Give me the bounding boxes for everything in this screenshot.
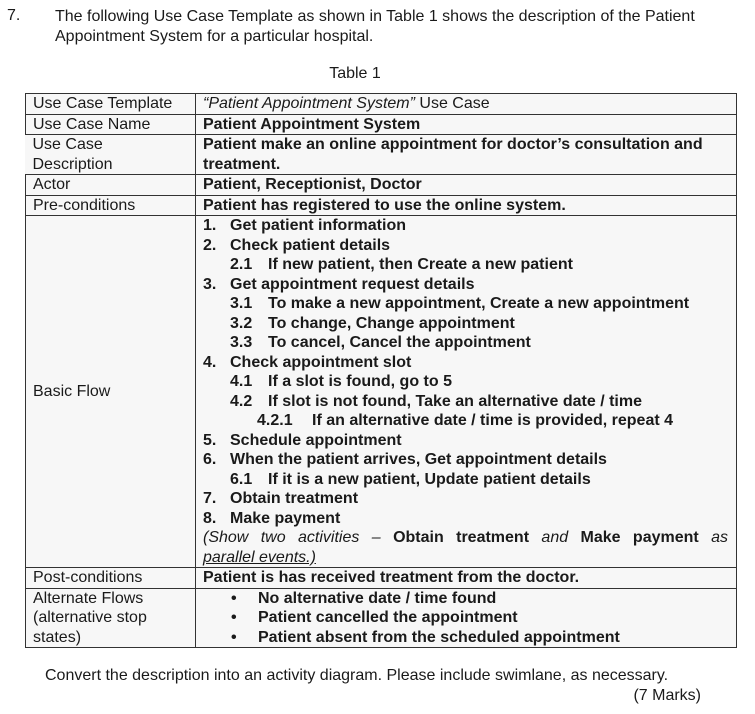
flow-step <box>203 509 736 529</box>
table-row <box>26 135 737 175</box>
step-number: 3.1 <box>230 295 253 312</box>
step-number: 6. <box>203 451 217 468</box>
step-number: 6.1 <box>230 470 253 488</box>
step-text: Check patient details <box>230 236 391 254</box>
flow-step <box>203 450 736 470</box>
table-row <box>26 175 737 196</box>
table-caption: Table 1 <box>329 65 381 82</box>
item-text: No alternative date / time found <box>258 589 497 607</box>
step-number: 1. <box>203 217 217 234</box>
step-number: 4.1 <box>230 373 253 390</box>
basic-flow <box>196 216 737 568</box>
step-text: To make a new appointment, Create a new appointment <box>268 295 690 312</box>
row-label: Use Case Description <box>32 136 113 173</box>
table-row <box>26 588 737 648</box>
row-value: Patient, Receptionist, Doctor <box>196 175 737 196</box>
row-label: Post-conditions <box>26 568 196 589</box>
row-value: Patient is has received treatment from the doctor. <box>196 568 737 589</box>
step-text: Make payment <box>230 509 341 527</box>
flow-step <box>203 392 736 412</box>
step-text: Get patient information <box>230 217 406 234</box>
table-row <box>26 114 737 135</box>
row-label: Basic Flow <box>26 216 196 568</box>
step-text: If slot is not found, Take an alternative date / time <box>268 392 642 410</box>
flow-note-end: parallel events.) <box>203 548 316 566</box>
flow-step <box>203 411 736 431</box>
flow-step <box>203 314 736 334</box>
row-value: Patient has registered to use the online system. <box>196 195 737 216</box>
step-text: When the patient arrives, Get appointment details <box>230 451 607 468</box>
step-text: Schedule appointment <box>230 431 402 449</box>
instruction: Convert the description into an activity diagram. Please include swimlane, as necessary. <box>45 667 669 684</box>
row-value: Patient make an online appointment for doctor’s consultation and treatment. <box>196 135 737 175</box>
step-number: 2. <box>203 236 217 254</box>
note-text: as <box>698 529 729 546</box>
italic-title: “Patient Appointment System” <box>203 95 415 112</box>
flow-step <box>203 431 736 451</box>
step-text: If new patient, then Create a new patient <box>268 256 573 273</box>
step-number: 3. <box>203 275 217 293</box>
step-number: 4.2.1 <box>257 412 293 429</box>
table-row <box>26 94 737 115</box>
row-label: Alternate Flows (alternative stop states) <box>26 588 196 648</box>
note-text: (Show two activities – <box>203 529 394 546</box>
note-bold: Make payment <box>580 529 699 546</box>
step-number: 5. <box>203 431 217 449</box>
note-bold: Obtain treatment <box>393 529 530 546</box>
step-number: 2.1 <box>230 256 253 273</box>
list-item: • Patient absent from the scheduled appointment <box>231 628 620 646</box>
table-row <box>26 216 737 568</box>
alternate-flows <box>196 588 737 648</box>
step-text: If a slot is found, go to 5 <box>268 373 452 390</box>
flow-step <box>203 216 736 236</box>
flow-step <box>203 333 736 353</box>
title-suffix: Use Case <box>414 95 490 112</box>
flow-note <box>203 528 736 548</box>
row-value: Patient Appointment System <box>196 114 737 135</box>
step-number: 8. <box>203 509 217 527</box>
step-text: If an alternative date / time is provided, repeat 4 <box>312 412 674 429</box>
row-value <box>196 94 737 115</box>
note-text: and <box>529 529 581 546</box>
step-text: To cancel, Cancel the appointment <box>268 334 531 351</box>
flow-step <box>203 294 736 314</box>
flow-step <box>203 372 736 392</box>
row-label: Actor <box>26 175 196 196</box>
step-text: Obtain treatment <box>230 490 359 507</box>
row-label: Use Case Name <box>26 114 196 135</box>
list-item: • Patient cancelled the appointment <box>231 609 518 626</box>
flow-step <box>203 489 736 509</box>
flow-step <box>203 236 736 256</box>
item-text: Patient cancelled the appointment <box>258 609 518 626</box>
item-text: Patient absent from the scheduled appointment <box>258 628 620 646</box>
use-case-table <box>25 93 737 648</box>
flow-step <box>203 470 736 490</box>
table-row <box>26 195 737 216</box>
step-text: If it is a new patient, Update patient details <box>268 470 591 488</box>
step-text: Check appointment slot <box>230 353 412 371</box>
flow-step <box>203 353 736 373</box>
table-row <box>26 568 737 589</box>
list-item: • No alternative date / time found <box>231 589 497 607</box>
flow-step <box>203 275 736 295</box>
step-number: 4.2 <box>230 392 253 410</box>
step-number: 3.2 <box>230 314 253 332</box>
row-label: Use Case Template <box>26 94 196 115</box>
row-label: Pre-conditions <box>26 195 196 216</box>
step-number: 3.3 <box>230 334 253 351</box>
marks: (7 Marks) <box>633 687 701 704</box>
step-text: To change, Change appointment <box>268 314 515 332</box>
step-number: 4. <box>203 353 217 371</box>
flow-step <box>203 255 736 275</box>
step-number: 7. <box>203 490 217 507</box>
question-number: 7. <box>7 7 21 24</box>
question-text: The following Use Case Template as shown in Table 1 shows the description of the Patient Appointment System for a particular hospital. <box>55 8 695 45</box>
step-text: Get appointment request details <box>230 275 475 293</box>
